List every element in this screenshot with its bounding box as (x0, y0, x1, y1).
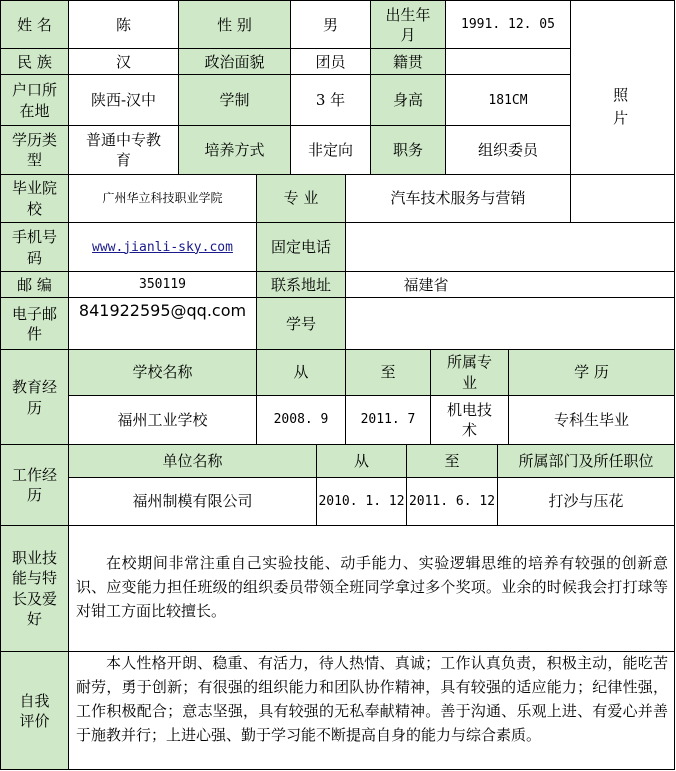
gender-value: 男 (322, 15, 338, 34)
school-value: 广州华立科技职业学院 (102, 191, 223, 206)
native-label: 籍贯 (392, 52, 423, 71)
skills-label: 职业技能与特长及爱好 (11, 549, 57, 628)
school-label: 毕业院校 (11, 179, 57, 218)
work-row-company: 福州制模有限公司 (132, 492, 253, 511)
edu-row-major: 机电技术 (446, 400, 492, 439)
phone-label: 固定电话 (270, 238, 331, 257)
work-header-from: 从 (353, 451, 369, 470)
system-label: 学制 (219, 91, 250, 110)
mobile-label: 手机号码 (11, 228, 57, 267)
ethnic-value: 汉 (115, 52, 131, 71)
native-value (446, 49, 570, 75)
train-label: 培养方式 (204, 140, 265, 159)
website-link[interactable]: www.jianli-sky.com (92, 239, 233, 255)
work-label: 工作经历 (11, 465, 57, 504)
edu-row-to: 2011. 7 (360, 412, 416, 428)
birth-label: 出生年月 (385, 5, 431, 44)
photo-placeholder: 照片 (611, 87, 630, 133)
duty-value: 组织委员 (477, 140, 538, 159)
edu-header-school: 学校名称 (132, 363, 193, 382)
edu-header-major: 所属专业 (446, 353, 492, 392)
studentid-label: 学号 (285, 314, 316, 333)
edu-type-value: 普通中专教育 (85, 130, 161, 169)
work-row-dept: 打沙与压花 (548, 492, 624, 511)
work-row-to: 2011. 6. 12 (408, 493, 496, 509)
edu-row-school: 福州工业学校 (117, 410, 208, 429)
studentid-value (346, 298, 674, 350)
edu-header-to: 至 (380, 363, 396, 382)
email-value: 841922595@qq.com (78, 301, 247, 321)
work-header-to: 至 (444, 451, 460, 470)
email-label: 电子邮件 (11, 304, 57, 343)
height-label: 身高 (392, 91, 423, 110)
name-label: 姓 名 (17, 15, 52, 34)
edu-type-label: 学历类型 (11, 130, 57, 169)
self-eval-text: 本人性格开朗、稳重、有活力，待人热情、真诚；工作认真负责，积极主动，能吃苦耐劳，勇于创新；有很强的组织能力和团队协作精神，具有较强的适应能力；纪律性强，工作积极配合；意志坚强，具有较强的无私奉献精神。善于沟通、乐观上进、有爱心并善于施教并行；上进心强、勤于学习能不断提高自身的能力与综合素质。 (76, 654, 668, 744)
edu-row-degree: 专科生毕业 (553, 410, 629, 429)
political-value: 团员 (315, 52, 346, 71)
address-label: 联系地址 (270, 275, 331, 294)
work-header-dept: 所属部门及所任职位 (518, 451, 654, 470)
major-value: 汽车技术服务与营销 (390, 189, 526, 208)
postcode-value: 350119 (139, 277, 186, 293)
edu-row-from: 2008. 9 (273, 412, 329, 428)
edu-header-from: 从 (293, 363, 309, 382)
mobile-value[interactable] (69, 223, 256, 272)
height-value: 181CM (488, 92, 528, 108)
name-value: 陈 (115, 15, 131, 34)
birth-value: 1991. 12. 05 (461, 17, 555, 33)
political-label: 政治面貌 (204, 52, 265, 71)
major-label: 专 业 (283, 189, 319, 208)
skills-text: 在校期间非常注重自己实验技能、动手能力、实验逻辑思维的培养有较强的创新意识、应变能力担任班级的组织委员带领全班同学拿过多个奖项。业余的时候我会打打球等对钳工方面比较擅长。 (76, 554, 668, 620)
ethnic-label: 民 族 (17, 52, 52, 71)
edu-header-degree: 学 历 (574, 363, 609, 382)
train-value: 非定向 (307, 140, 353, 159)
work-row-from: 2010. 1. 12 (318, 493, 405, 509)
self-eval-label: 自我评价 (19, 691, 50, 730)
education-label: 教育经历 (11, 378, 57, 417)
gender-label: 性 别 (217, 15, 252, 34)
duty-label: 职务 (392, 140, 423, 159)
postcode-label: 邮 编 (17, 275, 52, 294)
hukou-value: 陕西-汉中 (90, 91, 157, 110)
phone-value (346, 223, 674, 272)
address-value: 福建省 (403, 275, 449, 294)
work-header-company: 单位名称 (162, 451, 223, 470)
system-value: 3 年 (315, 91, 346, 110)
hukou-label: 户口所在地 (11, 81, 57, 120)
